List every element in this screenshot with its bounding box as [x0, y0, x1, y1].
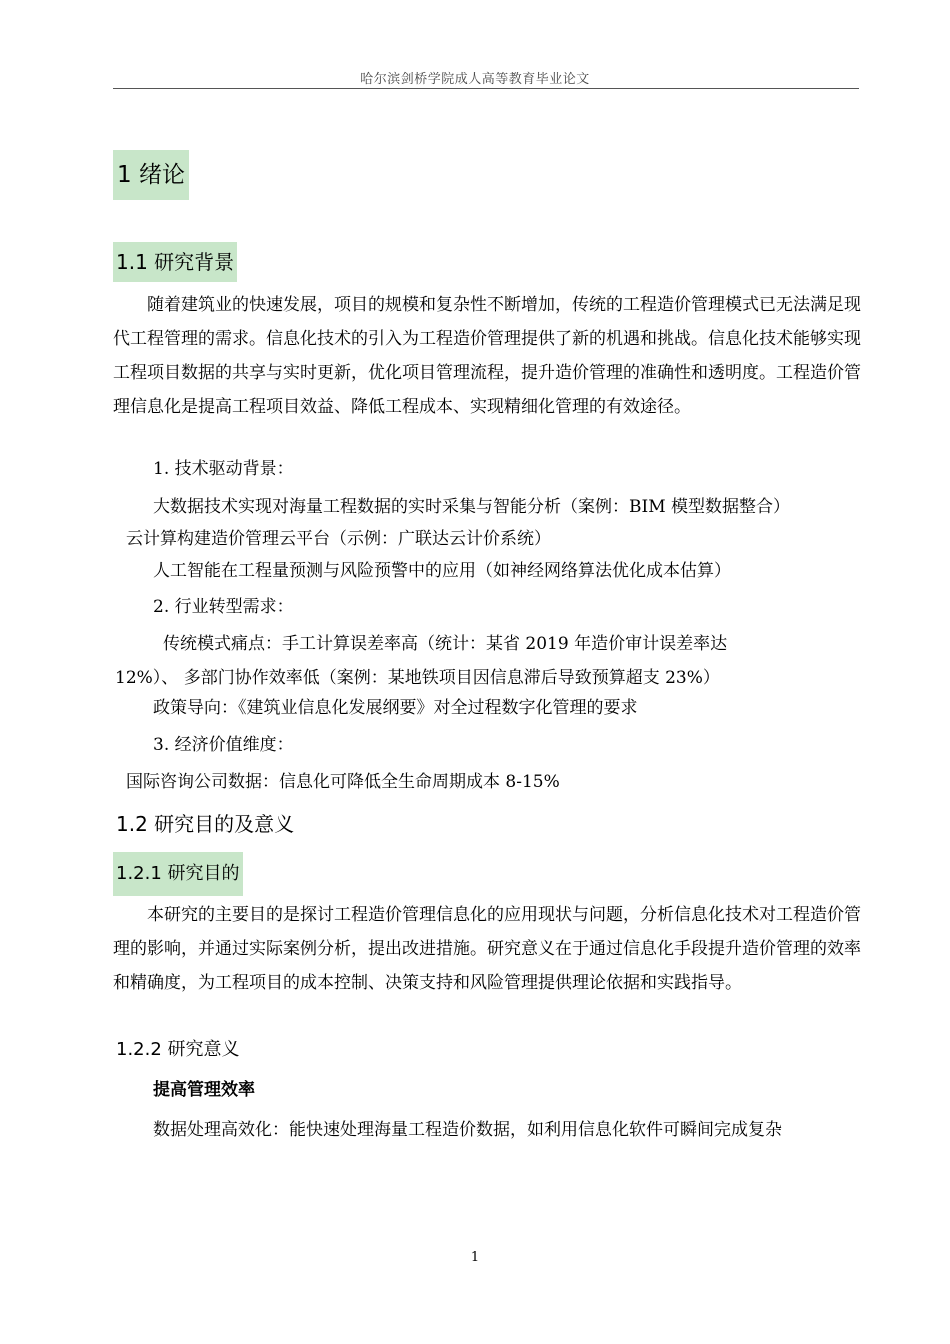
- item-1-line-2: 云计算构建造价管理云平台（示例：广联达云计价系统）: [126, 529, 551, 549]
- section-1-2-title: 1.2 研究目的及意义: [116, 812, 295, 836]
- subheading-efficiency: 提高管理效率: [153, 1080, 255, 1100]
- section-1-2-1-title: 1.2.1 研究目的: [113, 852, 243, 896]
- item-2-line-1: 传统模式痛点：手工计算误差率高（统计：某省 2019 年造价审计误差率达: [163, 634, 728, 654]
- item-1-line-1: 大数据技术实现对海量工程数据的实时采集与智能分析（案例：BIM 模型数据整合）: [153, 497, 791, 517]
- item-3-line-1: 国际咨询公司数据：信息化可降低全生命周期成本 8-15%: [126, 772, 560, 792]
- section-1-2-2-last-line: 数据处理高效化：能快速处理海量工程造价数据，如利用信息化软件可瞬间完成复杂: [153, 1120, 782, 1140]
- section-1-2-2-title: 1.2.2 研究意义: [116, 1039, 240, 1060]
- header-divider: [113, 88, 859, 89]
- header-title: 哈尔滨剑桥学院成人高等教育毕业论文: [360, 72, 590, 87]
- section-1-2-1-paragraph: 本研究的主要目的是探讨工程造价管理信息化的应用现状与问题，分析信息化技术对工程造价管理的影响，并通过实际案例分析，提出改进措施。研究意义在于通过信息化手段提升造价管理的效率和精确度，为工程项目的成本控制、决策支持和风险管理提供理论依据和实践指导。: [113, 905, 861, 993]
- item-1-title: 1. 技术驱动背景：: [153, 459, 294, 479]
- section-1-1-paragraph: 随着建筑业的快速发展，项目的规模和复杂性不断增加，传统的工程造价管理模式已无法满足现代工程管理的需求。信息化技术的引入为工程造价管理提供了新的机遇和挑战。信息化技术能够实现工程项目数据的共享与实时更新，优化项目管理流程，提升造价管理的准确性和透明度。工程造价管理信息化是提高工程项目效益、降低工程成本、实现精细化管理的有效途径。: [113, 295, 861, 417]
- item-2-line-3: 政策导向：《建筑业信息化发展纲要》对全过程数字化管理的要求: [153, 698, 638, 718]
- chapter-title: 1 绪论: [113, 150, 189, 200]
- page-number: 1: [470, 1250, 480, 1265]
- item-3-title: 3. 经济价值维度：: [153, 735, 294, 755]
- item-2-title: 2. 行业转型需求：: [153, 597, 294, 617]
- item-1-line-3: 人工智能在工程量预测与风险预警中的应用（如神经网络算法优化成本估算）: [153, 561, 731, 581]
- section-1-1-title: 1.1 研究背景: [113, 242, 237, 282]
- item-2-line-2: 12%）、 多部门协作效率低（案例：某地铁项目因信息滞后导致预算超支 23%）: [115, 668, 720, 688]
